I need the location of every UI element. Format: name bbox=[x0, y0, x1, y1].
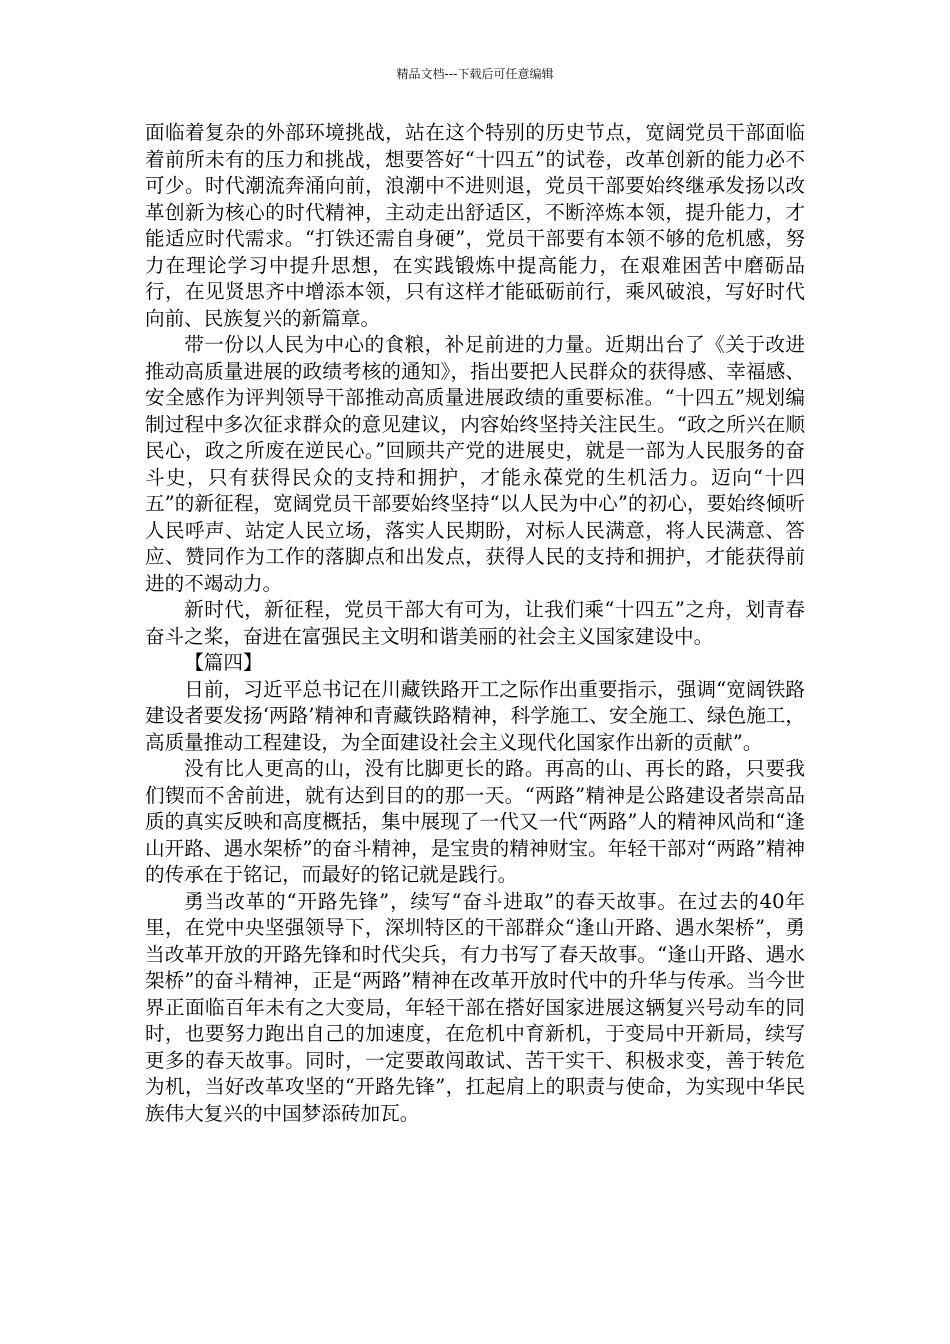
paragraph-5: 没有比人更高的山，没有比脚更长的路。再高的山、再长的路，只要我们锲而不舍前进，就有达到目的的那一天。“两路”精神是公路建设者崇高品质的真实反映和高度概括，集中展现了一代又一代“两路”人的精神风尚和“逢山开路、遇水架桥”的奋斗精神，是宝贵的精神财宝。年轻干部对“两路”精神的传承在于铭记，而最好的铭记就是践行。 bbox=[145, 757, 805, 886]
paragraph-3: 新时代，新征程，党员干部大有可为，让我们乘“十四五”之舟，划青春奋斗之桨，奋进在富强民主文明和谐美丽的社会主义国家建设中。 bbox=[145, 598, 805, 648]
paragraph-4: 日前，习近平总书记在川藏铁路开工之际作出重要指示，强调“宽阔铁路建设者要发扬‘两路’精神和青藏铁路精神，科学施工、安全施工、绿色施工，高质量推动工程建设，为全面建设社会主义现代化国家作出新的贡献”。 bbox=[145, 677, 805, 754]
paragraph-2: 带一份以人民为中心的食粮，补足前进的力量。近期出台了《关于改进推动高质量进展的政绩考核的通知》，指出要把人民群众的获得感、幸福感、安全感作为评判领导干部推动高质量进展政绩的重要标准。“十四五”规划编制过程中多次征求群众的意见建议，内容始终坚持关注民生。“政之所兴在顺民心，政之所废在逆民心。”回顾共产党的进展史，就是一部为人民服务的奋斗史，只有获得民众的支持和拥护，才能永葆党的生机活力。迈向“十四五”的新征程，宽阔党员干部要始终坚持“以人民为中心”的初心，要始终倾听人民呼声、站定人民立场，落实人民期盼，对标人民满意，将人民满意、答应、赞同作为工作的落脚点和出发点，获得人民的支持和拥护，才能获得前进的不竭动力。 bbox=[145, 333, 805, 595]
page-header: 精品文档---下载后可任意编辑 bbox=[396, 67, 554, 81]
paragraph-1: 面临着复杂的外部环境挑战，站在这个特别的历史节点，宽阔党员干部面临着前所未有的压力和挑战，想要答好“十四五”的试卷，改革创新的能力必不可少。时代潮流奔涌向前，浪潮中不进则退，党员干部要始终继承发扬以改革创新为核心的时代精神，主动走出舒适区，不断淬炼本领，提升能力，才能适应时代需求。“打铁还需自身硬”，党员干部要有本领不够的危机感，努力在理论学习中提升思想，在实践锻炼中提高能力，在艰难困苦中磨砺品行，在见贤思齐中增添本领，只有这样才能砥砺前行，乘风破浪，写好时代向前、民族复兴的新篇章。 bbox=[145, 121, 805, 330]
document-body bbox=[145, 120, 805, 1127]
paragraph-6: 勇当改革的“开路先锋”，续写“奋斗进取”的春天故事。在过去的40年里，在党中央坚强领导下，深圳特区的干部群众“逢山开路、遇水架桥”，勇当改革开放的开路先锋和时代尖兵，有力书写了春天故事。“逢山开路、遇水架桥”的奋斗精神，正是“两路”精神在改革开放时代中的升华与传承。当今世界正面临百年未有之大变局，年轻干部在搭好国家进展这辆复兴号动车的同时，也要努力跑出自己的加速度，在危机中育新机，于变局中开新局，续写更多的春天故事。同时，一定要敢闯敢试、苦干实干、积极求变，善于转危为机，当好改革攻坚的“开路先锋”，扛起肩上的职责与使命，为实现中华民族伟大复兴的中国梦添砖加瓦。 bbox=[145, 889, 805, 1125]
section-heading: 【篇四】 bbox=[184, 651, 263, 674]
